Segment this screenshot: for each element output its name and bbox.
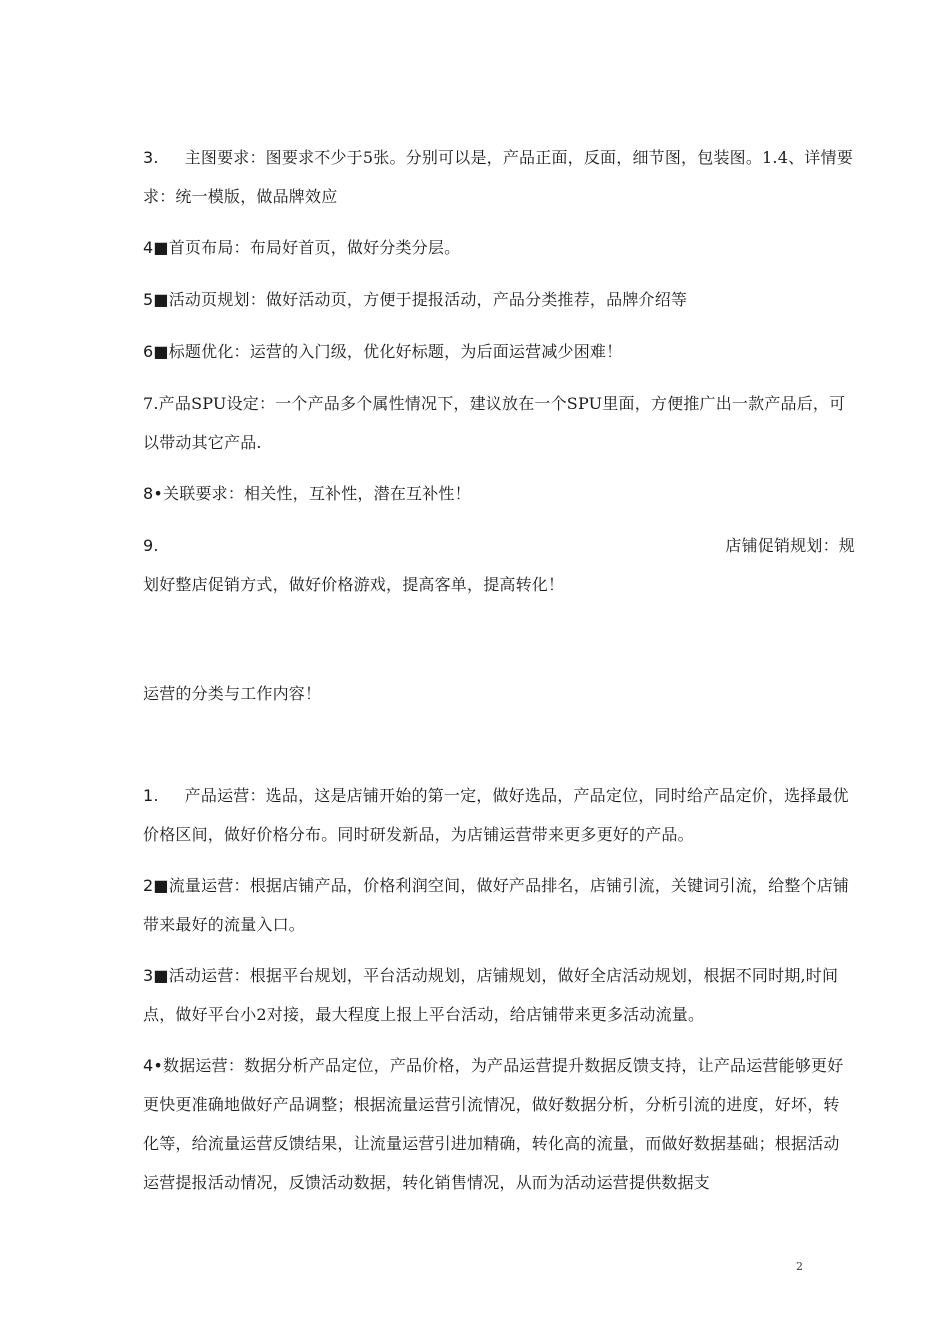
paragraph-number: 5	[143, 290, 154, 309]
item-3	[143, 956, 855, 1034]
item-number: 4•	[143, 1056, 164, 1075]
paragraph-9-first-line	[143, 526, 855, 565]
paragraph-text-right: 店铺促销规划：规	[725, 536, 855, 555]
paragraph-6	[143, 332, 855, 371]
paragraph-number: 3.	[143, 148, 159, 167]
paragraph-8	[143, 474, 855, 513]
item-text: 流量运营：根据店铺产品，价格利润空间，做好产品排名，店铺引流，关键词引流，给整个店铺带来最好的流量入口。	[143, 876, 850, 934]
paragraph-7	[143, 384, 855, 462]
item-4	[143, 1046, 855, 1202]
item-text: 数据运营：数据分析产品定位，产品价格，为产品运营提升数据反馈支持，让产品运营能够更好更快更准确地做好产品调整；根据流量运营引流情况，做好数据分析，分析引流的进度，好坏，转化等，给流量运营反馈结果，让流量运营引进加精确，转化高的流量，而做好数据基础；根据活动运营提报活动情况，反馈活动数据，转化销售情况，从而为活动运营提供数据支	[143, 1056, 844, 1192]
paragraph-number: 9.	[143, 536, 159, 555]
paragraph-text: 主图要求：图要求不少于5张。分别可以是，产品正面，反面，细节图，包装图。1.4、详情要求：统一模版，做品牌效应	[143, 148, 853, 206]
paragraph-3	[143, 138, 855, 216]
paragraph-text: 活动页规划：做好活动页，方便于提报活动，产品分类推荐，品牌介绍等	[168, 290, 688, 309]
item-text: 产品运营：选品，这是店铺开始的第一定，做好选品，产品定位，同时给产品定价，选择最优价格区间，做好价格分布。同时研发新品，为店铺运营带来更多更好的产品。	[143, 786, 849, 844]
section-title: 运营的分类与工作内容！	[143, 684, 322, 703]
paragraph-text: 标题优化：运营的入门级，优化好标题，为后面运营减少困难！	[168, 342, 623, 361]
item-2	[143, 866, 855, 944]
paragraph-text: 7.产品SPU设定：一个产品多个属性情况下，建议放在一个SPU里面，方便推广出一款产品后，可以带动其它产品.	[143, 394, 846, 452]
item-1	[143, 776, 855, 854]
bullet-square-icon: ■	[153, 290, 169, 309]
bullet-square-icon: ■	[153, 876, 169, 895]
paragraph-text: 关联要求：相关性，互补性，潜在互补性！	[163, 484, 471, 503]
bullet-square-icon: ■	[153, 342, 169, 361]
paragraph-text: 划好整店促销方式，做好价格游戏，提高客单，提高转化！	[143, 575, 565, 594]
paragraph-text: 首页布局：布局好首页，做好分类分层。	[168, 238, 461, 257]
item-number: 3	[143, 966, 154, 985]
paragraph-number: 8•	[143, 484, 164, 503]
paragraph-5	[143, 280, 855, 319]
paragraph-number: 4	[143, 238, 154, 257]
item-number: 1.	[143, 786, 159, 805]
bullet-square-icon: ■	[153, 238, 169, 257]
item-text: 活动运营：根据平台规划，平台活动规划，店铺规划，做好全店活动规划，根据不同时期,时间点，做好平台小2对接，最大程度上报上平台活动，给店铺带来更多活动流量。	[143, 966, 839, 1024]
paragraph-number: 6	[143, 342, 154, 361]
paragraph-4	[143, 228, 855, 267]
paragraph-9	[143, 526, 855, 604]
bullet-square-icon: ■	[153, 966, 169, 985]
page-number: 2	[796, 1260, 803, 1273]
item-number: 2	[143, 876, 154, 895]
